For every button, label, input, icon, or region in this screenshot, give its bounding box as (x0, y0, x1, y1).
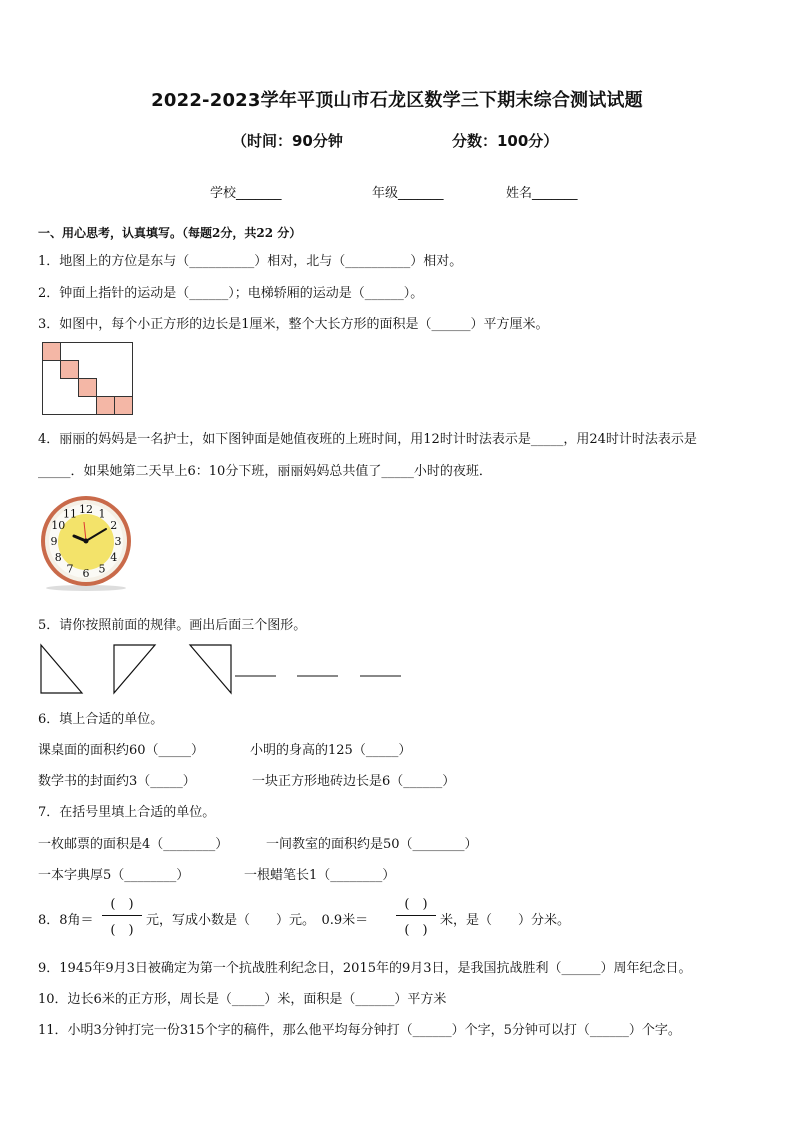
question-2: 2．钟面上指针的运动是（______）；电梯轿厢的运动是（______）。 (38, 286, 424, 301)
clock-numeral: 11 (63, 507, 77, 521)
numerator-blank: ( ) (110, 897, 134, 912)
question-9: 9．1945年9月3日被确定为第一个抗战胜利纪念日，2015年的9月3日，是我国抗战胜利（______）周年纪念日。 (38, 961, 692, 976)
question-7c: 一本字典厚5（________） (38, 868, 190, 883)
clock-icon (38, 494, 134, 592)
staircase-rectangle-figure (42, 342, 134, 416)
question-10: 10．边长6米的正方形，周长是（_____）米，面积是（______）平方米 (38, 992, 447, 1007)
clock-numeral: 5 (98, 562, 106, 576)
question-8-middle: 元，写成小数是（ ）元。 0.9米＝ (146, 913, 369, 928)
question-6b: 小明的身高的125（_____） (250, 743, 412, 758)
question-6d: 一块正方形地砖边长是6（______） (252, 774, 456, 789)
school-field: 学校_______ (210, 186, 282, 201)
triangle-pattern-figure (38, 642, 408, 698)
exam-title: 2022-2023学年平顶山市石龙区数学三下期末综合测试试题 (151, 90, 643, 111)
question-1: 1．地图上的方位是东与（__________）相对，北与（__________）相对。 (38, 254, 463, 269)
fraction-blank-1 (102, 893, 142, 938)
clock-numeral: 1 (98, 507, 106, 521)
clock-numeral: 6 (82, 567, 90, 580)
question-4-line2: _____．如果她第二天早上6：10分下班，丽丽妈妈总共值了_____小时的夜班． (38, 464, 492, 479)
numerator-blank: ( ) (404, 897, 428, 912)
clock-numeral: 7 (66, 562, 74, 576)
question-7d: 一根蜡笔长1（________） (244, 868, 396, 883)
question-3: 3．如图中，每个小正方形的边长是1厘米，整个大长方形的面积是（______）平方厘米。 (38, 317, 549, 332)
clock-numeral: 2 (110, 519, 118, 532)
name-field: 姓名_______ (506, 186, 578, 201)
question-5: 5．请你按照前面的规律。画出后面三个图形。 (38, 618, 307, 633)
question-6: 6．填上合适的单位。 (38, 712, 164, 727)
denominator-blank: ( ) (110, 923, 134, 938)
score-label: 分数：100分） (452, 132, 559, 150)
question-8-start: 8．8角＝ (38, 913, 94, 928)
question-6a: 课桌面的面积约60（_____） (38, 743, 205, 758)
clock-numeral: 9 (50, 535, 58, 548)
time-label: （时间：90分钟 (232, 132, 343, 150)
clock-numeral: 10 (51, 519, 66, 532)
question-7a: 一枚邮票的面积是4（________） (38, 837, 229, 852)
question-8-end: 米，是（ ）分米。 (440, 913, 571, 928)
section-heading: 一、用心思考，认真填写。（每题2分，共22 分） (38, 226, 302, 240)
question-7b: 一间教室的面积约是50（________） (266, 837, 478, 852)
clock-numeral: 4 (110, 551, 118, 564)
denominator-blank: ( ) (404, 923, 428, 938)
question-4-line1: 4．丽丽的妈妈是一名护士，如下图钟面是她值夜班的上班时间，用12时计时法表示是_____，用24时计时法表示是 (38, 432, 697, 447)
grade-field: 年级_______ (372, 186, 444, 201)
clock-numeral: 12 (79, 503, 93, 516)
clock-numeral: 3 (114, 535, 122, 548)
question-7: 7．在括号里填上合适的单位。 (38, 805, 216, 820)
clock-numeral: 8 (54, 551, 62, 564)
question-11: 11．小明3分钟打完一份315个字的稿件，那么他平均每分钟打（______）个字，5分钟可以打（______）个字。 (38, 1023, 681, 1038)
question-6c: 数学书的封面约3（_____） (38, 774, 196, 789)
fraction-blank-2 (396, 893, 436, 938)
